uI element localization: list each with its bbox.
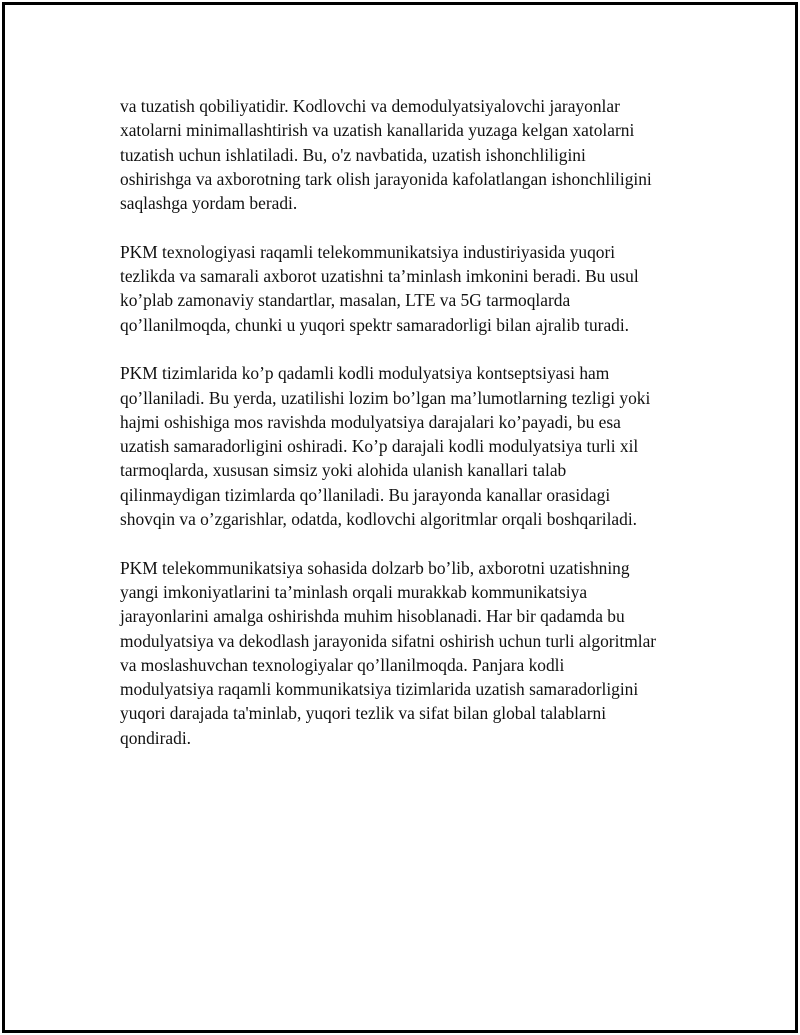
- paragraph-4: PKM telekommunikatsiya sohasida dolzarb bo’lib, axborotni uzatishning yangi imkoniyatlarini ta’minlash orqali murakkab kommunikatsiya jarayonlarini amalga oshirishda muhim hisoblanadi. Har bir qadamda bu modulyatsiya va dekodlash jarayonida sifatni oshirish uchun turli algoritmlar va moslashuvchan texnologiyalar qo’llanilmoqda. Panjara kodli modulyatsiya raqamli kommunikatsiya tizimlarida uzatish samaradorligini yuqori darajada ta'minlab, yuqori tezlik va sifat bilan global talablarni qondiradi.: [120, 557, 657, 748]
- paragraph-1: va tuzatish qobiliyatidir. Kodlovchi va demodulyatsiyalovchi jarayonlar xatolarni minimallashtirish va uzatish kanallarida yuzaga kelgan xatolarni tuzatish uchun ishlatiladi. Bu, o'z navbatida, uzatish ishonchliligini oshirishga va axborotning tark olish jarayonida kafolatlangan ishonchliligini saqlashga yordam beradi.: [120, 96, 652, 214]
- document-page: [2, 2, 798, 1033]
- paragraph-2: PKM texnologiyasi raqamli telekommunikatsiya industiriyasida yuqori tezlikda va samarali axborot uzatishni ta’minlash imkonini beradi. Bu usul ko’plab zamonaviy standartlar, masalan, LTE va 5G tarmoqlarda qo’llanilmoqda, chunki u yuqori spektr samaradorligi bilan ajralib turadi.: [120, 241, 639, 335]
- document-body: [120, 94, 720, 774]
- paragraph-3: PKM tizimlarida ko’p qadamli kodli modulyatsiya kontseptsiyasi ham qo’llaniladi. Bu yerda, uzatilishi lozim bo’lgan ma’lumotlarning tezligi yoki hajmi oshishiga mos ravishda modulyatsiya darajalari ko’payadi, bu esa uzatish samaradorligini oshiradi. Ko’p darajali kodli modulyatsiya turli xil tarmoqlarda, xususan simsiz yoki alohida ulanish kanallari talab qilinmaydigan tizimlarda qo’llaniladi. Bu jarayonda kanallar orasidagi shovqin va o’zgarishlar, odatda, kodlovchi algoritmlar orqali boshqariladi.: [120, 363, 651, 530]
